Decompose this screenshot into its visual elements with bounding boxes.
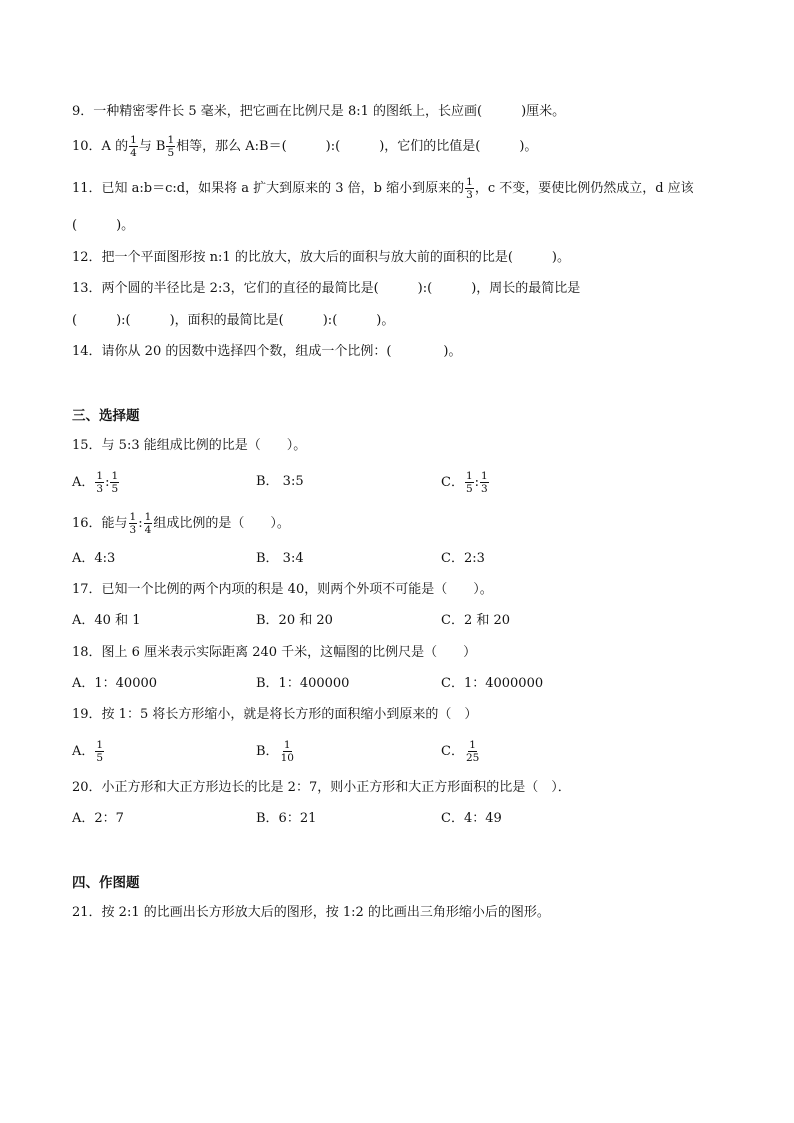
question-10-pre: 10．A 的 [72, 139, 129, 154]
q19-option-a[interactable]: A． $\frac{1}{5}$ [72, 739, 104, 764]
question-11-line2: ( )。 [72, 218, 135, 233]
q17-option-c[interactable]: C．2 和 20 [441, 613, 511, 628]
q16-option-c[interactable]: C．2:3 [441, 551, 485, 566]
q15-option-a[interactable]: A． $\frac{1}{3}$ : $\frac{1}{5}$ [72, 470, 119, 495]
q17-option-a[interactable]: A．40 和 1 [72, 613, 141, 628]
question-20: 20．小正方形和大正方形边长的比是 2：7，则小正方形和大正方形面积的比是（ ）． [72, 780, 571, 795]
fraction-1-5: $\frac{1}{5}$ [167, 134, 175, 159]
q19-option-b[interactable]: B． $\frac{1}{10}$ [256, 739, 294, 764]
question-11 [72, 176, 724, 201]
question-17: 17．已知一个比例的两个内项的积是 40，则两个外项不可能是（ ）。 [72, 582, 493, 597]
q15-option-b[interactable]: B． 3:5 [256, 474, 304, 489]
q20-option-a[interactable]: A．2：7 [72, 811, 124, 826]
question-13-line2: ( ):( )，面积的最简比是( ):( )。 [72, 313, 395, 328]
fraction-1-4: $\frac{1}{4}$ [130, 134, 137, 159]
q20-option-c[interactable]: C．4：49 [441, 811, 502, 826]
q20-option-b[interactable]: B．6：21 [256, 811, 317, 826]
q18-option-a[interactable]: A．1：40000 [72, 676, 158, 691]
question-13: 13．两个圆的半径比是 2:3，它们的直径的最简比是( ):( )，周长的最简比是 [72, 281, 581, 296]
question-15: 15．与 5:3 能组成比例的比是（ ）。 [72, 438, 307, 453]
q19-option-c[interactable]: C． $\frac{1}{25}$ [441, 739, 480, 764]
question-19: 19．按 1：5 将长方形缩小，就是将长方形的面积缩小到原来的（ ） [72, 707, 478, 722]
question-16: 16．能与 $\frac{1}{3}$ : $\frac{1}{4}$ 组成比例的是（ ）。 [72, 511, 290, 536]
question-18: 18．图上 6 厘米表示实际距离 240 千米，这幅图的比例尺是（ ） [72, 645, 477, 660]
q17-option-b[interactable]: B．20 和 20 [256, 613, 333, 628]
question-11-pre: 11．已知 a:b＝c:d，如果将 a 扩大到原来的 3 倍，b 缩小到原来的 [72, 181, 465, 196]
q16-option-b[interactable]: B． 3:4 [256, 551, 304, 566]
q18-option-c[interactable]: C．1：4000000 [441, 676, 544, 691]
question-10 [72, 134, 724, 159]
question-14: 14．请你从 20 的因数中选择四个数，组成一个比例：( )。 [72, 344, 462, 359]
q15-option-c[interactable]: C． $\frac{1}{5}$ : $\frac{1}{3}$ [441, 470, 488, 495]
question-12: 12．把一个平面图形按 n:1 的比放大，放大后的面积与放大前的面积的比是( )。 [72, 250, 570, 265]
question-21: 21．按 2:1 的比画出长方形放大后的图形，按 1:2 的比画出三角形缩小后的图形。 [72, 905, 550, 920]
fraction-1-3: $\frac{1}{3}$ [466, 176, 473, 201]
section-heading-drawing: 四、作图题 [72, 875, 140, 891]
question-10-mid: 与 B [138, 139, 166, 154]
q16-option-a[interactable]: A．4:3 [72, 551, 116, 566]
question-9 [72, 102, 724, 122]
question-9-text: 9．一种精密零件长 5 毫米，把它画在比例尺是 8:1 的图纸上，长应画( )厘米。 [72, 104, 566, 119]
question-11-post: ，c 不变，要使比例仍然成立，d 应该 [474, 181, 694, 196]
question-10-post: 相等，那么 A:B＝( ):( )，它们的比值是( )。 [176, 139, 538, 154]
q18-option-b[interactable]: B．1：400000 [256, 676, 350, 691]
section-heading-choice: 三、选择题 [72, 408, 140, 424]
